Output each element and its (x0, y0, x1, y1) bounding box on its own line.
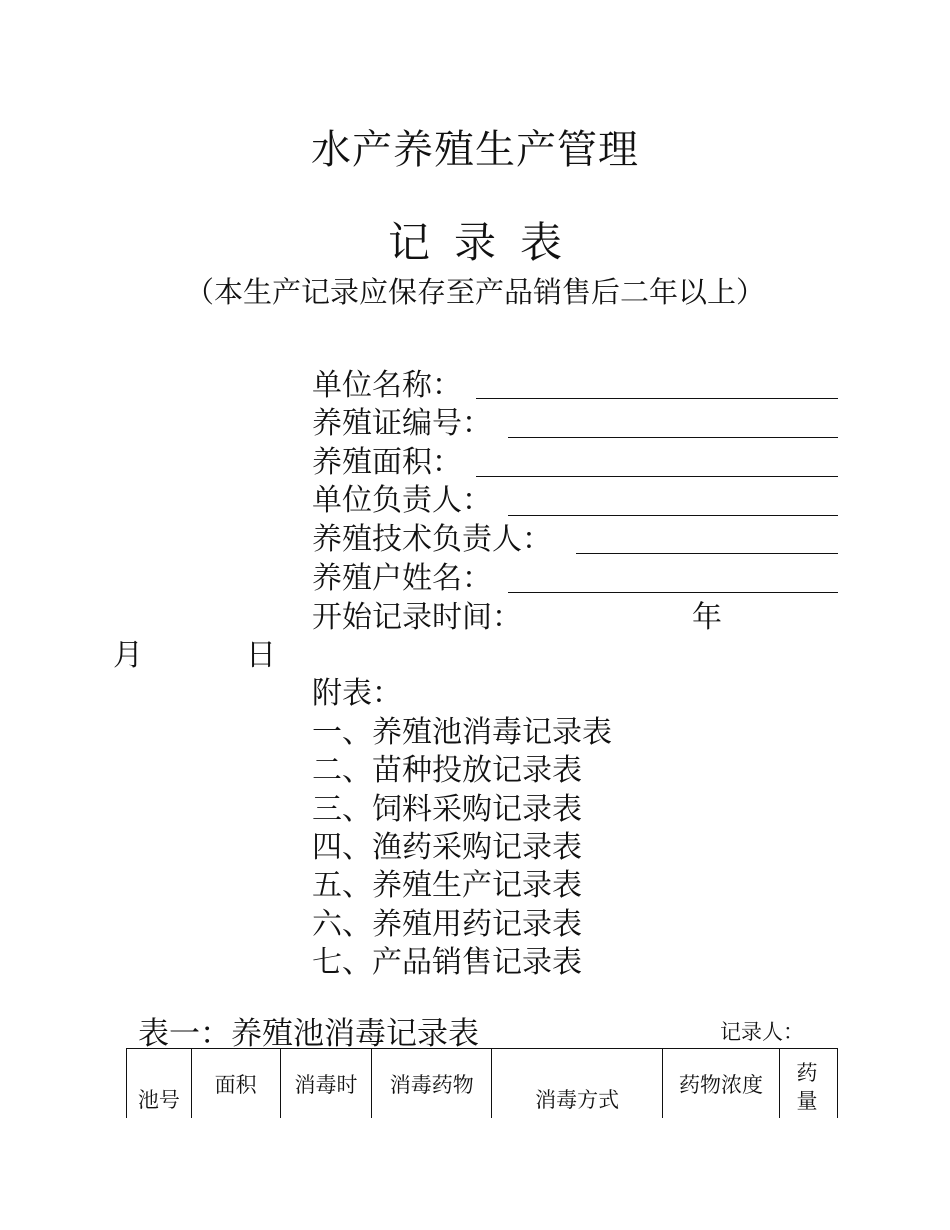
table-header-row (127, 1049, 838, 1119)
document-title: 水产养殖生产管理 (311, 127, 639, 173)
col-header-concentration: 药物浓度 (663, 1049, 780, 1119)
col-header-disinfectant: 消毒药物 (372, 1049, 492, 1119)
appendix-item: 一、养殖池消毒记录表 (312, 715, 612, 750)
appendix-heading: 附表： (312, 676, 402, 711)
appendix-item: 四、渔药采购记录表 (312, 830, 582, 865)
table1-title: 表一：养殖池消毒记录表 (138, 1016, 479, 1052)
farmer-name-blank[interactable] (508, 592, 838, 593)
unit-manager-blank[interactable] (508, 515, 838, 516)
table1-recorder-label: 记录人： (720, 1020, 804, 1044)
month-label: 月 (113, 638, 143, 673)
col-header-dosage: 药量 (779, 1049, 837, 1119)
field-farming-area: 养殖面积： (312, 445, 462, 480)
license-number-blank[interactable] (508, 437, 838, 438)
disinfection-table (126, 1048, 838, 1118)
retention-note: （本生产记录应保存至产品销售后二年以上） (184, 275, 765, 309)
year-label: 年 (692, 600, 722, 635)
appendix-item: 七、产品销售记录表 (312, 945, 582, 980)
appendix-item: 六、养殖用药记录表 (312, 907, 582, 942)
day-label: 日 (246, 638, 276, 673)
appendix-item: 三、饲料采购记录表 (312, 792, 582, 827)
document-subtitle: 记录表 (387, 218, 586, 267)
field-farmer-name: 养殖户姓名： (312, 561, 492, 596)
start-date-label: 开始记录时间： (312, 600, 522, 635)
appendix-item: 二、苗种投放记录表 (312, 753, 582, 788)
tech-manager-blank[interactable] (576, 553, 838, 554)
appendix-item: 五、养殖生产记录表 (312, 868, 582, 903)
col-header-method: 消毒方式 (492, 1049, 663, 1119)
field-unit-manager: 单位负责人： (312, 483, 492, 518)
col-header-disinfect-time: 消毒时 (280, 1049, 372, 1119)
field-tech-manager: 养殖技术负责人： (312, 522, 552, 557)
col-header-area: 面积 (191, 1049, 280, 1119)
col-header-pond-no: 池号 (127, 1049, 192, 1119)
field-license-number: 养殖证编号： (312, 406, 492, 441)
farming-area-blank[interactable] (476, 476, 838, 477)
field-unit-name: 单位名称： (312, 368, 462, 403)
unit-name-blank[interactable] (476, 398, 838, 399)
disinfection-table-viewport (126, 1048, 838, 1118)
